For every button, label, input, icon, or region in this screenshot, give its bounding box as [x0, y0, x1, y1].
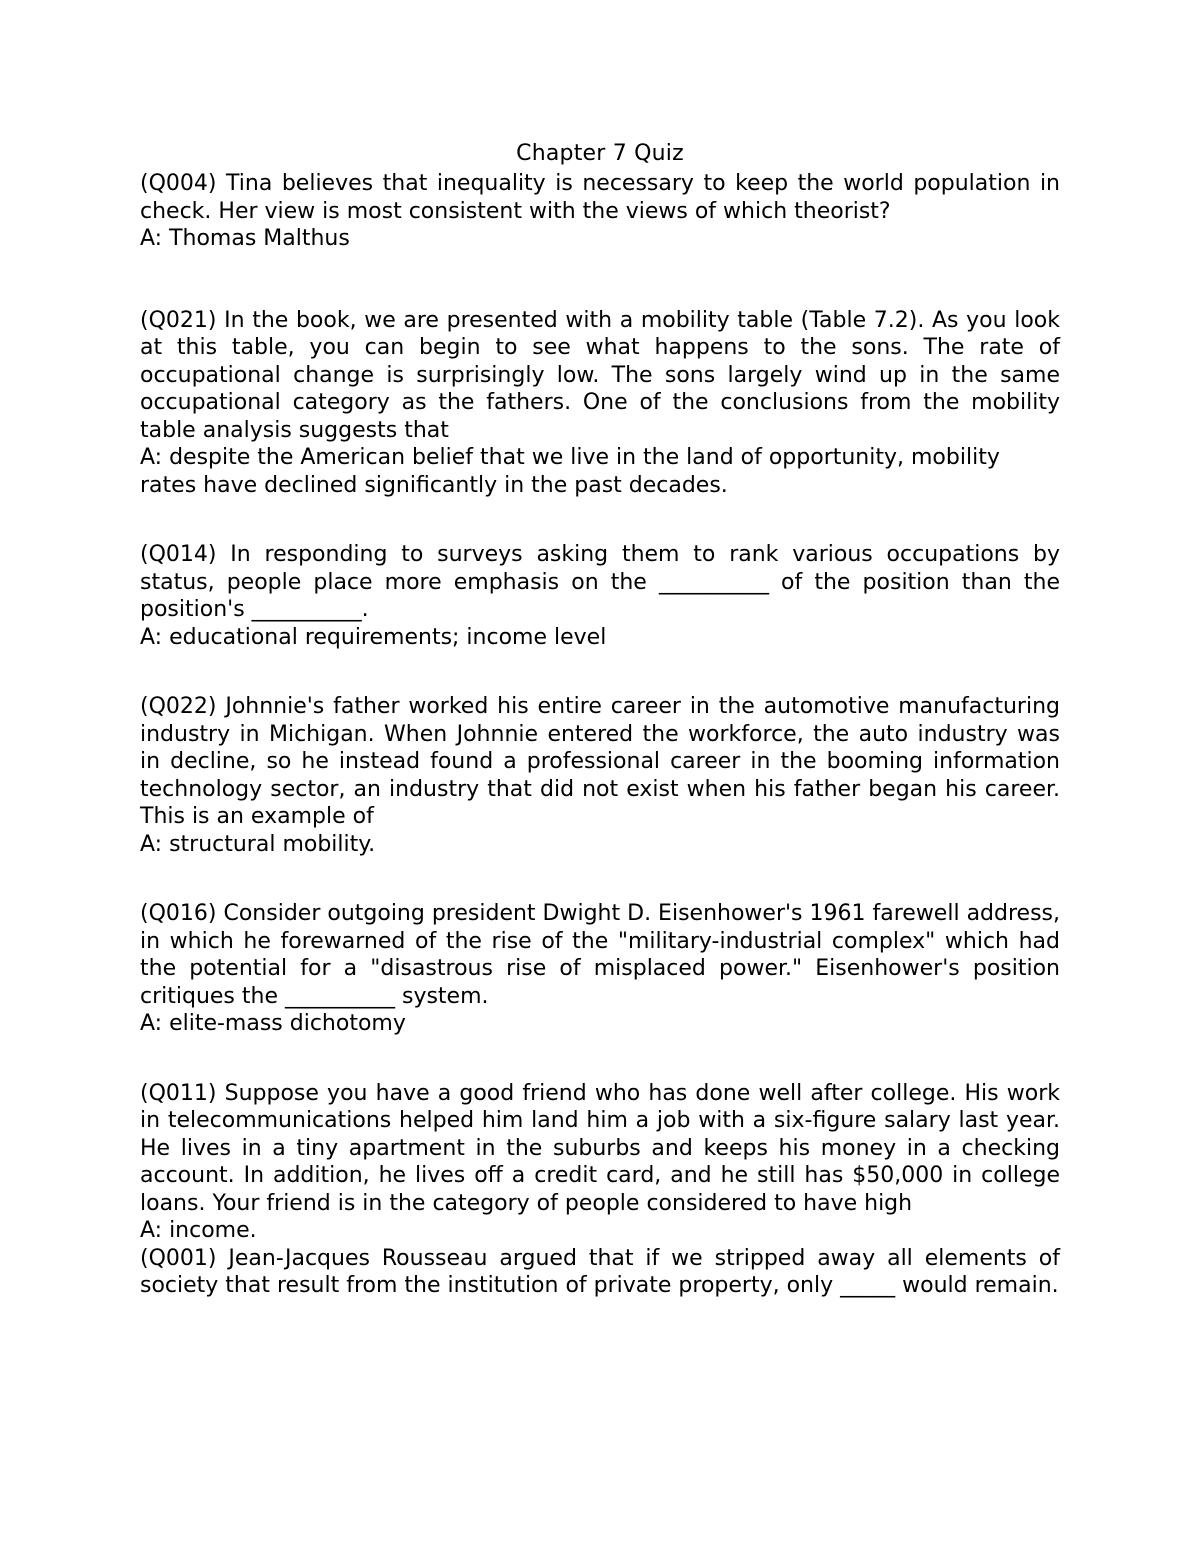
question-text: (Q016) Consider outgoing president Dwight D. Eisenhower's 1961 farewell address, in which he forewarned of the rise of the "military-industrial complex" which had the potential for a "disastrous rise of misplaced power." Eisenhower's position critiques the __________ system.	[140, 901, 1060, 1009]
question-text: (Q014) In responding to surveys asking them to rank various occupations by status, people place more emphasis on the __________ of the position than the position's __________.	[140, 542, 1060, 622]
question-text: (Q022) Johnnie's father worked his entire career in the automotive manufacturing industry in Michigan. When Johnnie entered the workforce, the auto industry was in decline, so he instead found a professional career in the booming information technology sector, an industry that did not exist when his father began his career. This is an example of	[140, 694, 1060, 829]
answer-text: A: income.	[140, 1218, 257, 1243]
quiz-item	[140, 307, 1060, 500]
question-text: (Q004) Tina believes that inequality is necessary to keep the world population in check. Her view is most consistent with the views of which theorist?	[140, 171, 1060, 224]
quiz-item	[140, 541, 1060, 651]
answer-text: A: educational requirements; income level	[140, 624, 607, 650]
answer-text: A: elite-mass dichotomy	[140, 1011, 406, 1036]
answer-text: A: structural mobility.	[140, 831, 376, 857]
question-text: (Q011) Suppose you have a good friend who has done well after college. His work in telecommunications helped him land him a job with a six-figure salary last year. He lives in a tiny apartment in the suburbs and keeps his money in a checking account. In addition, he lives off a credit card, and he still has $50,000 in college loans. Your friend is in the category of people considered to have high	[140, 1080, 1060, 1216]
quiz-item	[140, 900, 1060, 1038]
question-text: (Q021) In the book, we are presented with a mobility table (Table 7.2). As you look at this table, you can begin to see what happens to the sons. The rate of occupational change is surprisingly low. The sons largely wind up in the same occupational category as the fathers. One of the conclusions from the mobility table analysis suggests that	[140, 307, 1060, 443]
quiz-item	[140, 693, 1060, 858]
quiz-item	[140, 1245, 1060, 1300]
quiz-item	[140, 1080, 1060, 1245]
document-title: Chapter 7 Quiz	[516, 141, 684, 166]
quiz-item	[140, 170, 1060, 253]
answer-text: A: Thomas Malthus	[140, 226, 350, 251]
answer-text: A: despite the American belief that we live in the land of opportunity, mobility rates have declined significantly in the past decades.	[140, 445, 1000, 498]
question-text: (Q001) Jean-Jacques Rousseau argued that if we stripped away all elements of society that result from the institution of private property, only _____ would remain.	[140, 1245, 1060, 1298]
document-page	[140, 140, 1060, 1300]
